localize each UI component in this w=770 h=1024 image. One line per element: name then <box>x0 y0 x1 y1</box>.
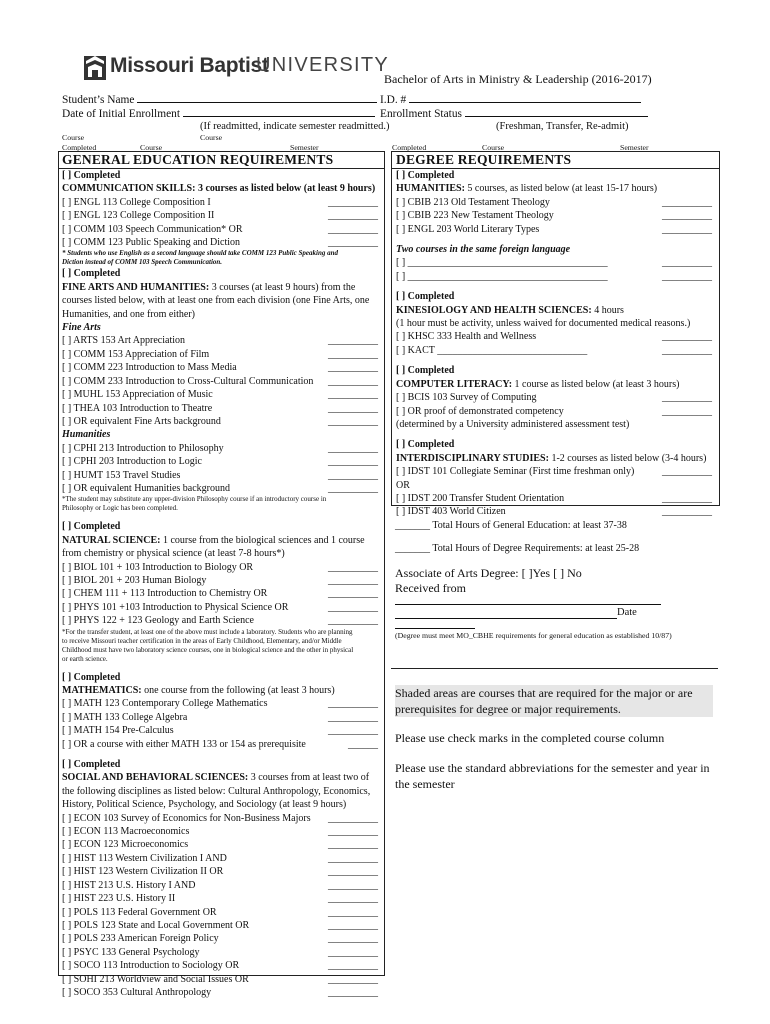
gen-ed-total[interactable]: _______ Total Hours of General Education: at least 37-38 <box>395 520 627 531</box>
natural-science-note: *For the transfer student, at least one of the above must include a laboratory. Students who are planning <box>62 627 353 636</box>
course-row[interactable]: [ ] ECON 123 Microeconomics __________ <box>62 839 378 851</box>
course-row[interactable]: [ ] CBIB 223 New Testament Theology __________ <box>396 210 712 222</box>
communication-note-2: Diction instead of COMM 103 Speech Communication. <box>62 258 223 267</box>
col-head-course-2: Course <box>200 133 223 142</box>
course-row[interactable]: [ ] ECON 113 Macroeconomics __________ <box>62 826 378 838</box>
course-row[interactable]: [ ] HIST 123 Western Civilization II OR __________ <box>62 866 378 878</box>
course-row[interactable]: [ ] BIOL 201 + 203 Human Biology __________ <box>62 574 378 586</box>
course-row[interactable]: [ ] ECON 103 Survey of Economics for Non-Business Majors __________ <box>62 812 378 824</box>
kinesiology-completed[interactable]: [ ] Completed <box>396 291 455 303</box>
course-row[interactable]: [ ] HIST 113 Western Civilization I AND __________ <box>62 852 378 864</box>
course-row[interactable]: [ ] OR equivalent Humanities background __________ <box>62 482 378 494</box>
course-row[interactable]: [ ] OR a course with either MATH 133 or 154 as prerequisite ______ <box>62 738 378 750</box>
divider <box>391 668 718 669</box>
course-row[interactable]: [ ] ENGL 203 World Literary Types __________ <box>396 223 712 235</box>
interdisciplinary-or: OR <box>396 479 410 491</box>
kinesiology-heading-rest: 4 hours <box>594 304 624 316</box>
mathematics-heading-rest: one course from the following (at least 3 hours) <box>144 685 335 696</box>
interdisciplinary-heading: INTERDISCIPLINARY STUDIES: <box>396 452 549 464</box>
course-row[interactable]: [ ] OR proof of demonstrated competency __________ <box>396 405 712 417</box>
course-row[interactable]: [ ] POLS 113 Federal Government OR __________ <box>62 906 378 918</box>
col-head-semester: Semester <box>290 143 319 152</box>
fine-arts-heading: FINE ARTS AND HUMANITIES: <box>62 281 210 293</box>
course-row[interactable]: [ ] ARTS 153 Art Appreciation __________ <box>62 335 378 347</box>
col-head-course: Course <box>62 133 85 142</box>
course-row[interactable]: [ ] CHEM 111 + 113 Introduction to Chemistry OR __________ <box>62 588 378 600</box>
degree-humanities-completed[interactable]: [ ] Completed <box>396 170 455 181</box>
computer-line-after: (determined by a University administered assessment test) <box>396 418 630 430</box>
gen-ed-heading: GENERAL EDUCATION REQUIREMENTS <box>62 152 334 167</box>
course-row[interactable]: [ ] CPHI 203 Introduction to Logic __________ <box>62 456 378 468</box>
mo-cbhe-note: (Degree must meet MO_CBHE requirements for general education as established 10/87) <box>395 631 672 640</box>
natural-science-heading: NATURAL SCIENCE: <box>62 534 161 546</box>
interdisciplinary-heading-rest: 1-2 courses as listed below (3-4 hours) <box>551 452 707 464</box>
id-label: I.D. # <box>380 92 641 107</box>
degree-requirements-box <box>391 151 720 518</box>
signature-line[interactable] <box>395 628 475 629</box>
fine-arts-label: Fine Arts <box>62 322 101 334</box>
humanities-label: Humanities <box>62 429 111 441</box>
mathematics-heading: MATHEMATICS: <box>62 685 142 696</box>
check-marks-note: Please use check marks in the completed course column <box>395 731 665 745</box>
course-row[interactable]: [ ] MATH 133 College Algebra __________ <box>62 711 378 723</box>
course-row[interactable]: [ ] IDST 403 World Citizen __________ <box>396 506 712 518</box>
course-row[interactable]: [ ] ________________________________________ __________ <box>396 257 712 269</box>
course-row[interactable]: [ ] SOCO 113 Introduction to Sociology OR __________ <box>62 960 378 972</box>
status-options-note: (Freshman, Transfer, Re-admit) <box>496 121 629 132</box>
fine-arts-heading-line3: Humanities, and one from either) <box>62 308 196 320</box>
logo-name: Missouri Baptist <box>110 54 269 77</box>
course-row[interactable]: [ ] IDST 200 Transfer Student Orientation __________ <box>396 492 712 504</box>
social-heading-rest: 3 courses from at least two of <box>250 772 370 784</box>
associate-section <box>395 566 582 596</box>
social-heading: SOCIAL AND BEHAVIORAL SCIENCES: <box>62 772 249 784</box>
computer-heading-rest: 1 course as listed below (at least 3 hours) <box>514 378 680 390</box>
course-row[interactable]: [ ] POLS 123 State and Local Government OR __________ <box>62 919 378 931</box>
communication-completed[interactable]: [ ] Completed <box>62 170 121 181</box>
degree-humanities-heading-rest: 5 courses, as listed below (at least 15-17 hours) <box>467 183 658 195</box>
col-head-right-semester: Semester <box>620 143 649 152</box>
fine-arts-heading-line2: courses listed below, with at least one from each division (one Fine Arts, one <box>62 295 370 307</box>
course-row[interactable]: [ ] IDST 101 Collegiate Seminar (First time freshman only) __________ <box>396 466 712 478</box>
natural-science-heading-rest: 1 course from the biological sciences and 1 course <box>162 534 365 546</box>
associate-degree[interactable]: Associate of Arts Degree: [ ]Yes [ ] No <box>395 566 582 580</box>
student-name-label: Student’s Name <box>62 92 377 107</box>
social-heading-line3: History, Political Science, Psychology, and Sociology (at least 9 hours) <box>62 799 347 811</box>
social-heading-line2: the following disciplines as listed below: Cultural Anthropology, Economics, <box>62 785 371 797</box>
col-head-right-course: Course <box>482 143 505 152</box>
course-row[interactable]: [ ] BCIS 103 Survey of Computing __________ <box>396 392 712 404</box>
abbreviations-note: Please use the standard abbreviations for the semester and year in the semester <box>395 761 710 791</box>
course-row[interactable]: [ ] KACT ______________________________ __________ <box>396 344 712 356</box>
natural-science-note-3: Childhood must have two laboratory science courses, one in biological science and the other in physical <box>62 645 354 654</box>
mathematics-completed[interactable]: [ ] Completed <box>62 671 121 683</box>
computer-heading: COMPUTER LITERACY: <box>396 378 513 390</box>
fine-arts-heading-rest: 3 courses (at least 9 hours) from the <box>211 281 356 293</box>
col-head-completed: Completed <box>62 143 97 152</box>
fine-arts-note: *The student may substitute any upper-division Philosophy course if an introductory course in <box>62 495 327 504</box>
course-row[interactable]: [ ] COMM 223 Introduction to Mass Media __________ <box>62 362 378 374</box>
program-title: Bachelor of Arts in Ministry & Leadership (2016-2017) <box>384 72 652 86</box>
col-head-course-3: Course <box>140 143 163 152</box>
date-label: Date <box>617 607 637 618</box>
gen-ed-content <box>62 169 378 999</box>
fine-arts-note-2: Philosophy or Logic has been completed. <box>62 504 178 513</box>
logo-university: UNIVERSITY <box>256 54 390 76</box>
enrollment-status-label: Enrollment Status <box>380 106 648 121</box>
initial-enrollment-label: Date of Initial Enrollment <box>62 106 375 121</box>
natural-science-heading-line2: from chemistry or physical science (at least 7-8 hours*) <box>62 548 285 560</box>
course-row[interactable]: [ ] COMM 233 Introduction to Cross-Cultural Communication __________ <box>62 375 378 387</box>
course-row[interactable]: [ ] ________________________________________ __________ <box>396 270 712 282</box>
course-row[interactable]: [ ] MATH 123 Contemporary College Mathematics __________ <box>62 698 378 710</box>
col-head-right-completed: Completed <box>392 143 427 152</box>
degree-content <box>396 169 712 519</box>
course-row[interactable]: [ ] PHYS 122 + 123 Geology and Earth Science __________ <box>62 615 378 627</box>
general-education-box <box>58 151 385 998</box>
computer-completed[interactable]: [ ] Completed <box>396 365 455 377</box>
totals-section <box>395 519 715 556</box>
course-row[interactable]: [ ] PSYC 133 General Psychology __________ <box>62 946 378 958</box>
course-row[interactable]: [ ] BIOL 101 + 103 Introduction to Biology OR __________ <box>62 561 378 573</box>
fine-arts-completed[interactable]: [ ] Completed <box>62 268 121 280</box>
course-row[interactable]: [ ] HIST 213 U.S. History I AND __________ <box>62 879 378 891</box>
natural-science-note-4: or earth science. <box>62 654 108 663</box>
course-row[interactable]: [ ] HUMT 153 Travel Studies __________ <box>62 469 378 481</box>
course-row[interactable]: [ ] CPHI 213 Introduction to Philosophy __________ <box>62 442 378 454</box>
course-row[interactable]: [ ] COMM 103 Speech Communication* OR __________ <box>62 223 378 235</box>
course-row[interactable]: [ ] ENGL 113 College Composition I __________ <box>62 196 378 208</box>
social-completed[interactable]: [ ] Completed <box>62 759 121 771</box>
date-line[interactable] <box>395 618 617 619</box>
communication-heading: COMMUNICATION SKILLS: 3 courses as listed below (at least 9 hours) <box>62 183 376 195</box>
interdisciplinary-completed[interactable]: [ ] Completed <box>396 439 455 451</box>
course-row[interactable]: [ ] POLS 233 American Foreign Policy __________ <box>62 933 378 945</box>
kinesiology-heading: KINESIOLOGY AND HEALTH SCIENCES: <box>396 304 592 316</box>
kinesiology-line2: (1 hour must be activity, unless waived for documented medical reasons.) <box>396 318 691 330</box>
shaded-note: Shaded areas are courses that are required for the major or are prerequisites for degree or major requirements. <box>395 685 713 717</box>
course-row[interactable]: [ ] KHSC 333 Health and Wellness __________ <box>396 331 712 343</box>
communication-note: * Students who use English as a second language should take COMM 123 Public Speaking and <box>62 249 338 258</box>
course-row[interactable]: [ ] SOHI 213 Worldview and Social Issues OR __________ <box>62 973 378 985</box>
received-from-line[interactable] <box>395 604 661 605</box>
course-row[interactable]: [ ] MATH 154 Pre-Calculus __________ <box>62 725 378 737</box>
university-logo-icon <box>83 53 108 81</box>
received-from: Received from <box>395 581 466 595</box>
natural-science-note-2: to receive Missouri teacher certification in the areas of Early Childhood, Elementary, and/or Middle <box>62 636 342 645</box>
degree-heading: DEGREE REQUIREMENTS <box>396 152 572 167</box>
course-row[interactable]: [ ] OR equivalent Fine Arts background __________ <box>62 415 378 427</box>
course-row[interactable]: [ ] CBIB 213 Old Testament Theology __________ <box>396 196 712 208</box>
course-row[interactable]: [ ] HIST 223 U.S. History II __________ <box>62 893 378 905</box>
course-row[interactable]: [ ] ENGL 123 College Composition II __________ <box>62 210 378 222</box>
course-row[interactable]: [ ] PHYS 101 +103 Introduction to Physical Science OR __________ <box>62 601 378 613</box>
course-row[interactable]: [ ] SOCO 353 Cultural Anthropology __________ <box>62 986 378 998</box>
degree-humanities-heading: HUMANITIES: <box>396 183 465 195</box>
readmitted-note: (If readmitted, indicate semester readmitted.) <box>200 121 390 132</box>
course-row[interactable]: [ ] COMM 123 Public Speaking and Diction __________ <box>62 237 378 249</box>
course-row[interactable]: [ ] THEA 103 Introduction to Theatre __________ <box>62 402 378 414</box>
degree-total[interactable]: _______ Total Hours of Degree Requirements: at least 25-28 <box>395 543 640 555</box>
course-row[interactable]: [ ] COMM 153 Appreciation of Film __________ <box>62 348 378 360</box>
natural-science-completed[interactable]: [ ] Completed <box>62 521 121 533</box>
course-row[interactable]: [ ] MUHL 153 Appreciation of Music __________ <box>62 389 378 401</box>
foreign-language-label: Two courses in the same foreign language <box>396 244 571 256</box>
